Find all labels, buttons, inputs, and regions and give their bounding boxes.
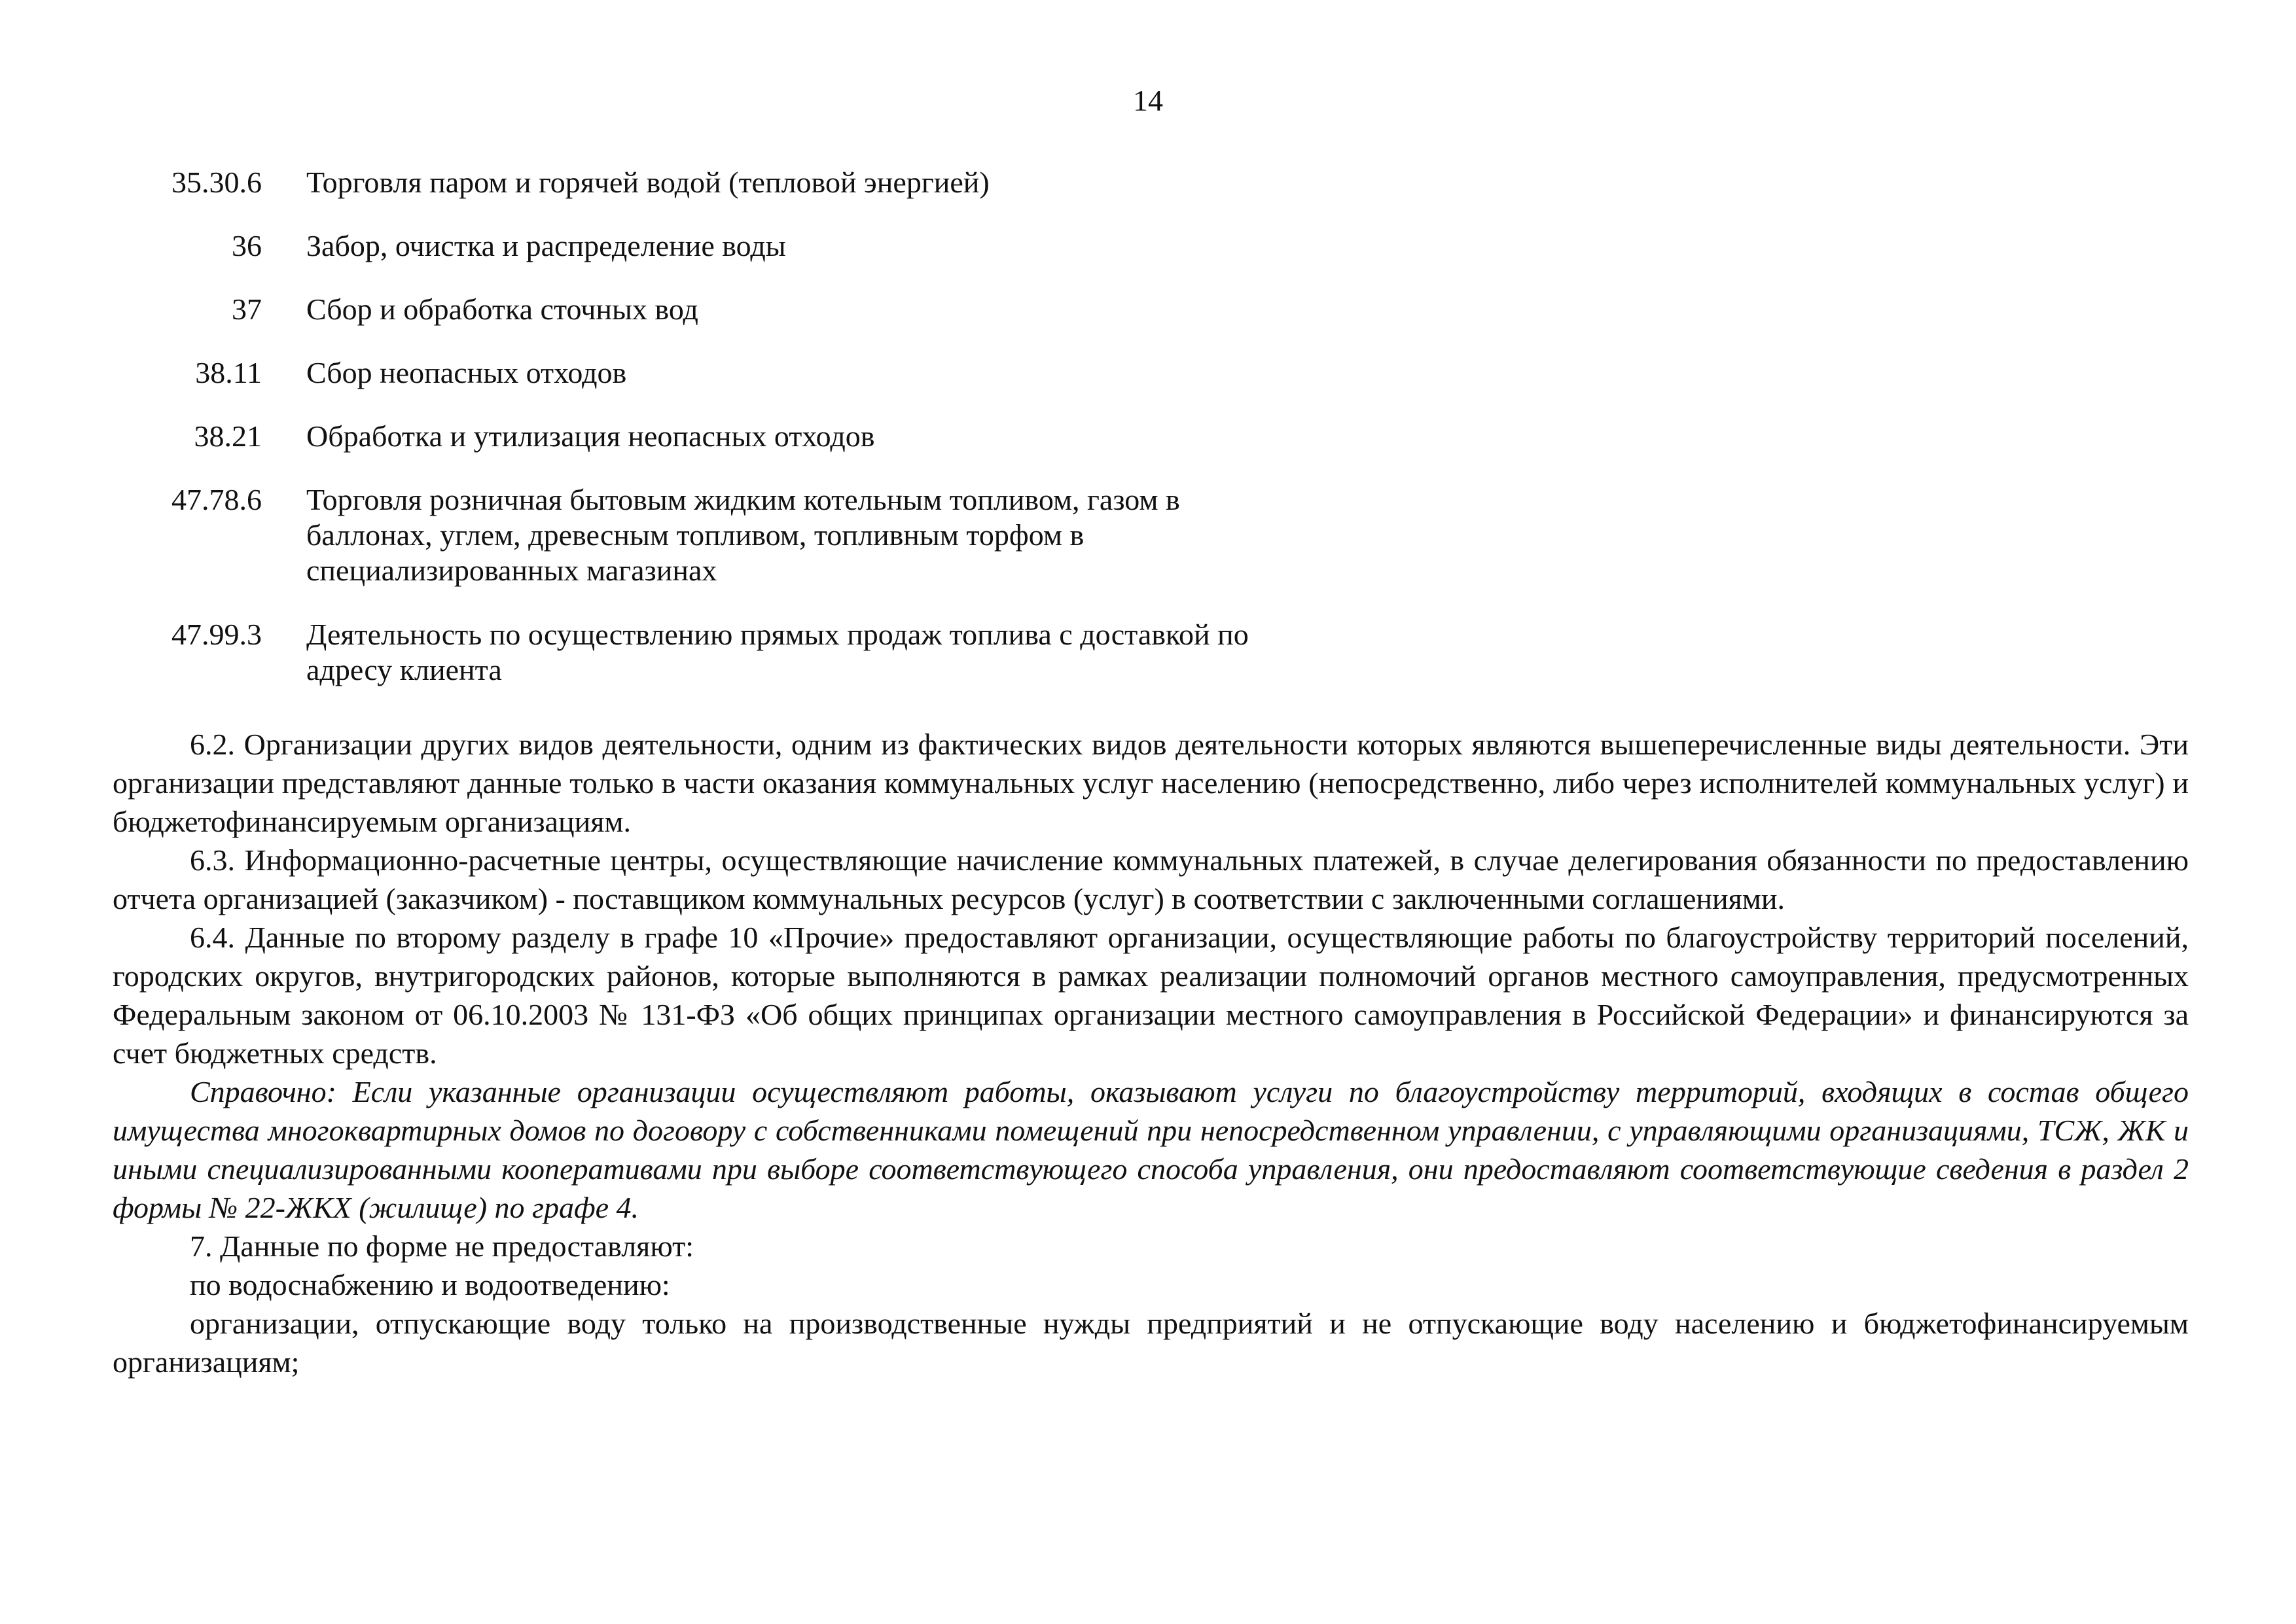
code-row [131, 165, 1374, 200]
paragraph-7-item: организации, отпускающие воду только на производственные нужды предприятий и не отпускающие воду населению и бюджетофинансируемым организациям; [113, 1307, 2189, 1379]
description-line: специализированных магазинах [306, 554, 717, 587]
code-row [131, 419, 1374, 454]
activity-code: 47.78.6 [171, 483, 262, 516]
paragraph-6-4: 6.4. Данные по второму разделу в графе 10 «Прочие» предоставляют организации, осуществляющие работы по благоустройству территорий поселений, городских округов, внутригородских районов, которые выполняются в рамках реализации полномочий органов местного самоуправления, предусмотренных Федеральным законом от 06.10.2003 № 131-ФЗ «Об общих принципах организации местного самоуправления в Российской Федерации» и финансируются за счет бюджетных средств. [113, 921, 2189, 1070]
description-line: Сбор и обработка сточных вод [306, 292, 698, 326]
activity-codes-table [131, 165, 1374, 688]
activity-code: 35.30.6 [171, 166, 262, 199]
activity-description [306, 355, 1374, 391]
description-line: Торговля паром и горячей водой (тепловой энергией) [306, 166, 990, 199]
code-row [131, 292, 1374, 327]
activity-description [306, 292, 1374, 327]
activity-description [306, 419, 1374, 454]
paragraph-6-2: 6.2. Организации других видов деятельности, одним из фактических видов деятельности которых являются вышеперечисленные виды деятельности. Эти организации представляют данные только в части оказания коммунальных услуг населению (непосредственно, либо через исполнителей коммунальных услуг) и бюджетофинансируемым организациям. [113, 728, 2189, 838]
code-row [131, 482, 1374, 588]
description-line: адресу клиента [306, 653, 502, 686]
description-line: Деятельность по осуществлению прямых продаж топлива с доставкой по [306, 618, 1249, 651]
activity-code: 38.11 [195, 356, 262, 389]
paragraph-7-subheading: по водоснабжению и водоотведению: [190, 1268, 670, 1301]
activity-description [306, 165, 1374, 200]
description-line: Обработка и утилизация неопасных отходов [306, 419, 875, 453]
code-row [131, 617, 1374, 688]
code-row [131, 355, 1374, 391]
activity-description [306, 228, 1374, 264]
paragraph-6-3: 6.3. Информационно-расчетные центры, осуществляющие начисление коммунальных платежей, в случае делегирования обязанности по предоставлению отчета организацией (заказчиком) - поставщиком коммунальных ресурсов (услуг) в соответствии с заключенными соглашениями. [113, 843, 2189, 915]
description-line: Забор, очистка и распределение воды [306, 229, 786, 262]
activity-code: 36 [232, 229, 262, 262]
page-number: 14 [1133, 84, 1163, 117]
activity-code: 37 [232, 292, 262, 326]
description-line: баллонах, углем, древесным топливом, топливным торфом в [306, 518, 1085, 552]
activity-code: 47.99.3 [171, 618, 262, 651]
description-line: Сбор неопасных отходов [306, 356, 627, 389]
activity-description [306, 482, 1374, 588]
description-line: Торговля розничная бытовым жидким котельным топливом, газом в [306, 483, 1180, 516]
body-text [113, 725, 2189, 1381]
reference-note: Справочно: Если указанные организации осуществляют работы, оказывают услуги по благоустройству территорий, входящих в состав общего имущества многоквартирных домов по договору с собственниками помещений при непосредственном управлении, с управляющими организациями, ТСЖ, ЖК и иными специализированными кооперативами при выборе соответствующего способа управления, они предоставляют соответствующие сведения в раздел 2 формы № 22-ЖКХ (жилище) по графе 4. [113, 1075, 2189, 1224]
code-row [131, 228, 1374, 264]
activity-code: 38.21 [194, 419, 262, 453]
paragraph-7: 7. Данные по форме не предоставляют: [190, 1229, 694, 1263]
activity-description [306, 617, 1374, 688]
